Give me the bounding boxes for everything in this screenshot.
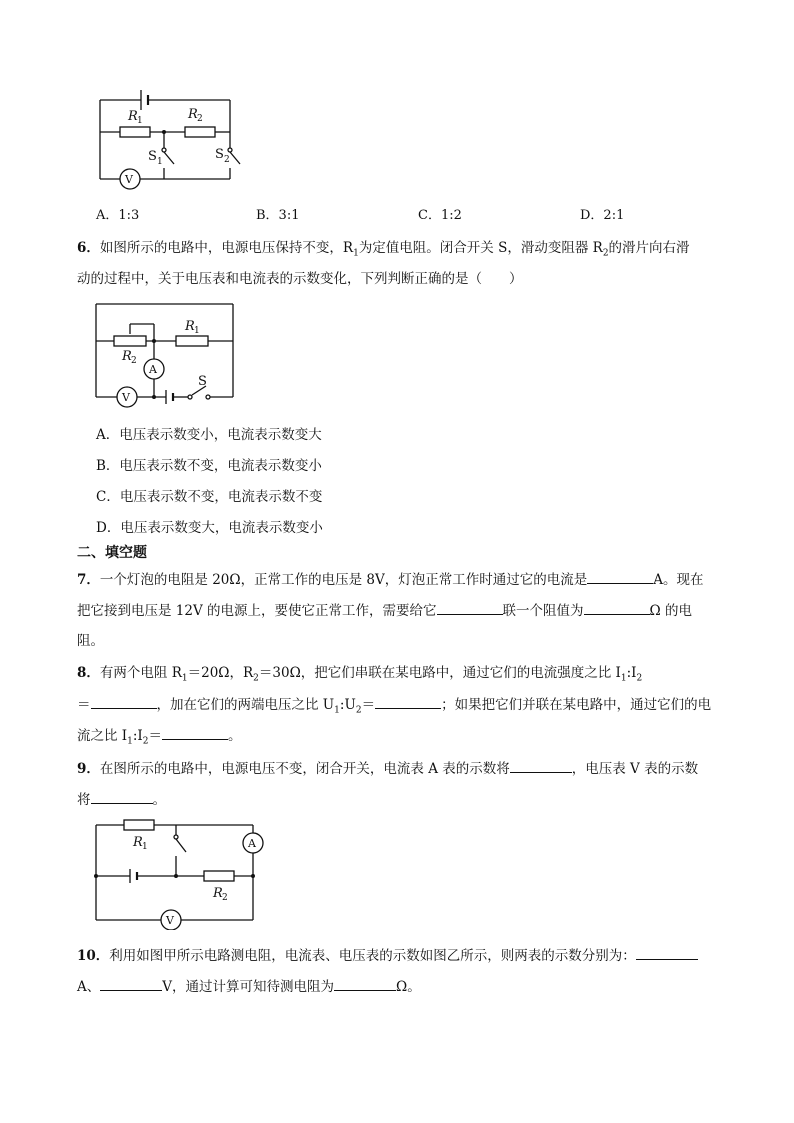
- circuit-diagram-q5: [90, 84, 250, 194]
- q10-number: 10．: [77, 948, 110, 964]
- q8-number: 8．: [77, 665, 100, 681]
- voltmeter-label: V: [125, 173, 133, 186]
- svg-text:2: 2: [222, 893, 228, 903]
- q6-option-d[interactable]: D．电压表示数变大，电流表示数变小: [96, 520, 323, 536]
- resistor-r2: [185, 127, 215, 137]
- q9-stem-line2: 将 。: [77, 789, 166, 810]
- voltmeter-label: V: [166, 914, 174, 927]
- resistor-r2: [204, 871, 234, 881]
- r1-label: R: [133, 835, 143, 850]
- q10-blank-resistance[interactable]: [334, 976, 396, 991]
- switch-s2-blade: [230, 152, 240, 164]
- r1-label: R: [128, 109, 138, 124]
- q6-stem-line2: 动的过程中，关于电压表和电流表的示数变化，下列判断正确的是（ ）: [77, 271, 523, 287]
- switch-s1-contact: [162, 148, 166, 152]
- q8-stem-line3: 流之比 $I_1:I_2=$ 。: [77, 725, 241, 752]
- switch-s-label: S: [198, 374, 207, 389]
- svg-text:1: 1: [142, 842, 148, 852]
- q8-blank-current-ratio-series[interactable]: [91, 694, 157, 709]
- svg-text:2: 2: [224, 155, 230, 165]
- q8-blank-voltage-ratio[interactable]: [375, 694, 441, 709]
- q8-blank-current-ratio-parallel[interactable]: [162, 725, 228, 740]
- r2-label: R: [122, 349, 132, 364]
- q6-option-a[interactable]: A．电压表示数变小，电流表示数变大: [96, 427, 322, 443]
- q5-option-c[interactable]: C．1:2: [418, 208, 462, 223]
- switch-s2-contact: [228, 148, 232, 152]
- q9-stem-line1: 9．在图所示的电路中，电源电压不变，闭合开关，电流表 A 表的示数将 ，电压表 V 表的示数: [77, 758, 698, 779]
- switch-s1-blade: [164, 152, 174, 164]
- q5-option-d[interactable]: D．2:1: [580, 208, 625, 223]
- svg-text:1: 1: [137, 116, 143, 126]
- ammeter-label: A: [149, 363, 157, 376]
- q6-option-b[interactable]: B．电压表示数不变，电流表示数变小: [96, 458, 322, 474]
- section-heading: 二、填空题: [77, 545, 147, 561]
- q5-option-b[interactable]: B．3:1: [256, 208, 300, 223]
- q9-number: 9．: [77, 761, 100, 777]
- q7-blank-current[interactable]: [587, 569, 653, 584]
- q7-stem-line3: 阻。: [77, 633, 104, 649]
- ammeter-label: A: [248, 837, 256, 850]
- junction-dot: [162, 130, 166, 134]
- q10-blank-ammeter-reading[interactable]: [636, 945, 698, 960]
- svg-text:1: 1: [157, 157, 163, 167]
- switch-blade: [176, 839, 186, 852]
- q10-stem-line2: A、 V，通过计算可知待测电阻为 Ω。: [77, 976, 421, 997]
- circuit-diagram-q9: [86, 814, 268, 930]
- q9-blank-voltmeter[interactable]: [91, 789, 153, 804]
- svg-text:1: 1: [194, 326, 200, 336]
- r2-label: R: [213, 886, 223, 901]
- s2-label: S: [215, 147, 224, 162]
- svg-text:2: 2: [197, 114, 203, 124]
- q7-number: 7．: [77, 572, 100, 588]
- switch-s-contact: [188, 395, 192, 399]
- switch-contact: [174, 835, 178, 839]
- q6-stem-line1: 6．如图所示的电路中，电源电压保持不变，$R_1$为定值电阻。闭合开关 S，滑动变阻器 $R_2$的滑片向右滑: [77, 240, 690, 259]
- q10-blank-voltmeter-reading[interactable]: [100, 976, 162, 991]
- q6-number: 6．: [77, 240, 100, 256]
- voltmeter-label: V: [122, 391, 130, 404]
- s1-label: S: [148, 149, 157, 164]
- q7-stem-line1: 7．一个灯泡的电阻是 20Ω，正常工作的电压是 8V，灯泡正常工作时通过它的电流是 A。现在: [77, 569, 703, 590]
- rheostat-r2: [114, 336, 146, 346]
- resistor-r1: [124, 820, 154, 830]
- q9-blank-ammeter[interactable]: [510, 758, 572, 773]
- q8-stem-line1: 8．有两个电阻 $R_1=20\Omega$，$R_2=30\Omega$，把它们串联在某电路中，通过它们的电流强度之比 $I_1:I_2$: [77, 665, 643, 684]
- svg-text:2: 2: [131, 356, 137, 366]
- r2-label: R: [188, 107, 198, 122]
- q7-blank-resistance[interactable]: [584, 600, 650, 615]
- circuit-diagram-q6: [86, 300, 246, 412]
- resistor-r1: [120, 127, 150, 137]
- q7-blank-connection[interactable]: [437, 600, 503, 615]
- r1-label: R: [185, 319, 195, 334]
- q8-stem-line2: ＝ ，加在它们的两端电压之比 $U_1:U_2=$ ；如果把它们并联在某电路中，通过它们的电: [77, 694, 711, 721]
- resistor-r1: [176, 336, 208, 346]
- q6-option-c[interactable]: C．电压表示数不变，电流表示数不变: [96, 489, 323, 505]
- q7-stem-line2: 把它接到电压是 12V 的电源上，要使它正常工作，需要给它 联一个阻值为 Ω 的电: [77, 600, 692, 621]
- q5-option-a[interactable]: A．1:3: [96, 208, 140, 223]
- q10-stem-line1: 10．利用如图甲所示电路测电阻，电流表、电压表的示数如图乙所示，则两表的示数分别为：: [77, 945, 698, 966]
